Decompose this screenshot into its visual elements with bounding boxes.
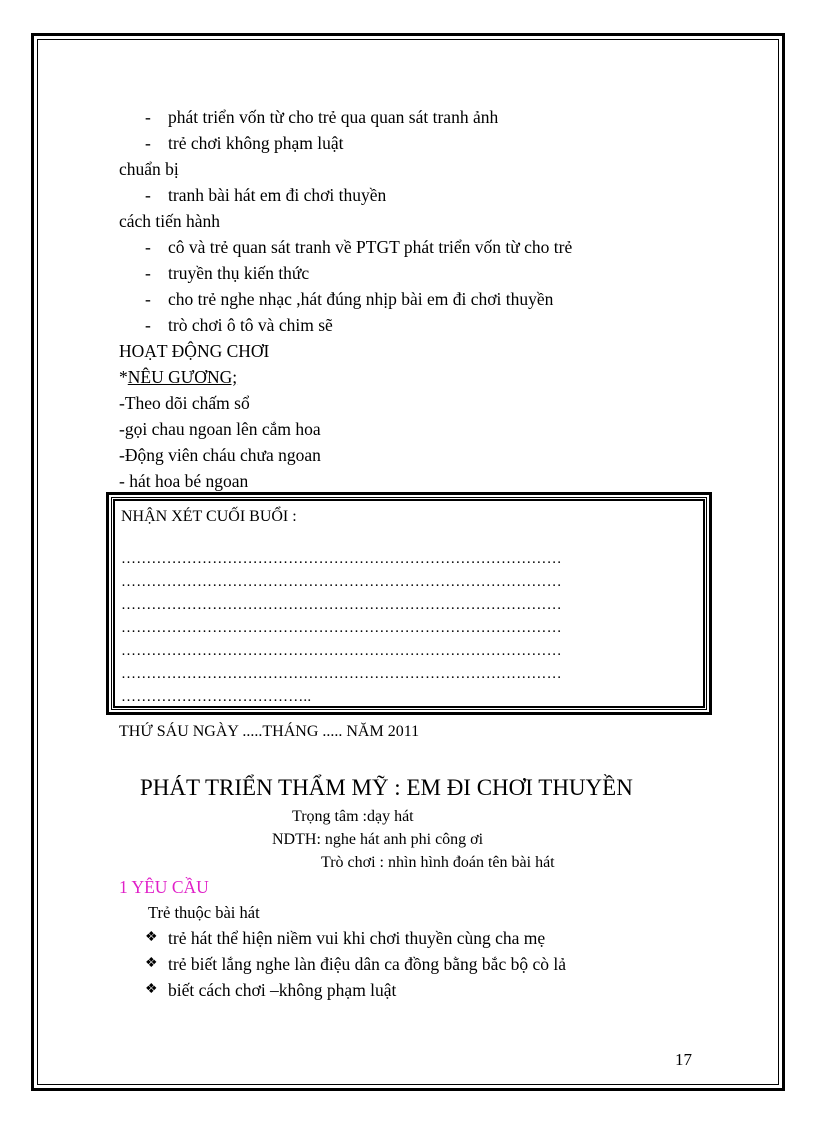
remarks-heading: NHẬN XÉT CUỐI BUỔI :	[121, 508, 297, 525]
list-item: -Động viên cháu chưa ngoan	[119, 445, 321, 465]
list-item: -gọi chau ngoan lên cắm hoa	[119, 419, 321, 439]
remarks-dotted-line: ……………………………………………………………………………	[121, 666, 562, 682]
remarks-dotted-line: ……………………………………………………………………………	[121, 597, 562, 613]
diamond-bullet-icon: ❖	[145, 930, 158, 945]
section-heading-example: *NÊU GƯƠNG;	[119, 367, 238, 387]
diamond-bullet-icon: ❖	[145, 982, 158, 997]
list-item: - hát hoa bé ngoan	[119, 471, 249, 491]
lesson-title: PHÁT TRIỂN THẨM MỸ : EM ĐI CHƠI THUYỀN	[140, 775, 633, 800]
game-line: Trò chơi : nhìn hình đoán tên bài hát	[321, 854, 555, 871]
remarks-dotted-line: ……………………………………………………………………………	[121, 551, 562, 567]
focus-line: Trọng tâm :dạy hát	[292, 808, 414, 825]
list-item: -Theo dõi chấm sổ	[119, 393, 250, 413]
requirements-heading: 1 YÊU CẦU	[119, 877, 209, 897]
date-line: THỨ SÁU NGÀY .....THÁNG ..... NĂM 2011	[119, 723, 420, 740]
remarks-dotted-line: ……………………………………………………………………………	[121, 643, 562, 659]
remarks-dotted-line: ………………………………..	[121, 689, 312, 705]
requirements-intro: Trẻ thuộc bài hát	[148, 903, 260, 922]
diamond-bullet-icon: ❖	[145, 956, 158, 971]
remarks-dotted-line: ……………………………………………………………………………	[121, 620, 562, 636]
section-heading-play: HOẠT ĐỘNG CHƠI	[119, 341, 270, 361]
integration-line: NDTH: nghe hát anh phi công ơi	[272, 831, 484, 848]
section-label-preparation: chuẩn bị	[119, 159, 179, 179]
remarks-dotted-line: ……………………………………………………………………………	[121, 574, 562, 590]
page-number: 17	[675, 1050, 692, 1069]
section-label-procedure: cách tiến hành	[119, 211, 221, 231]
